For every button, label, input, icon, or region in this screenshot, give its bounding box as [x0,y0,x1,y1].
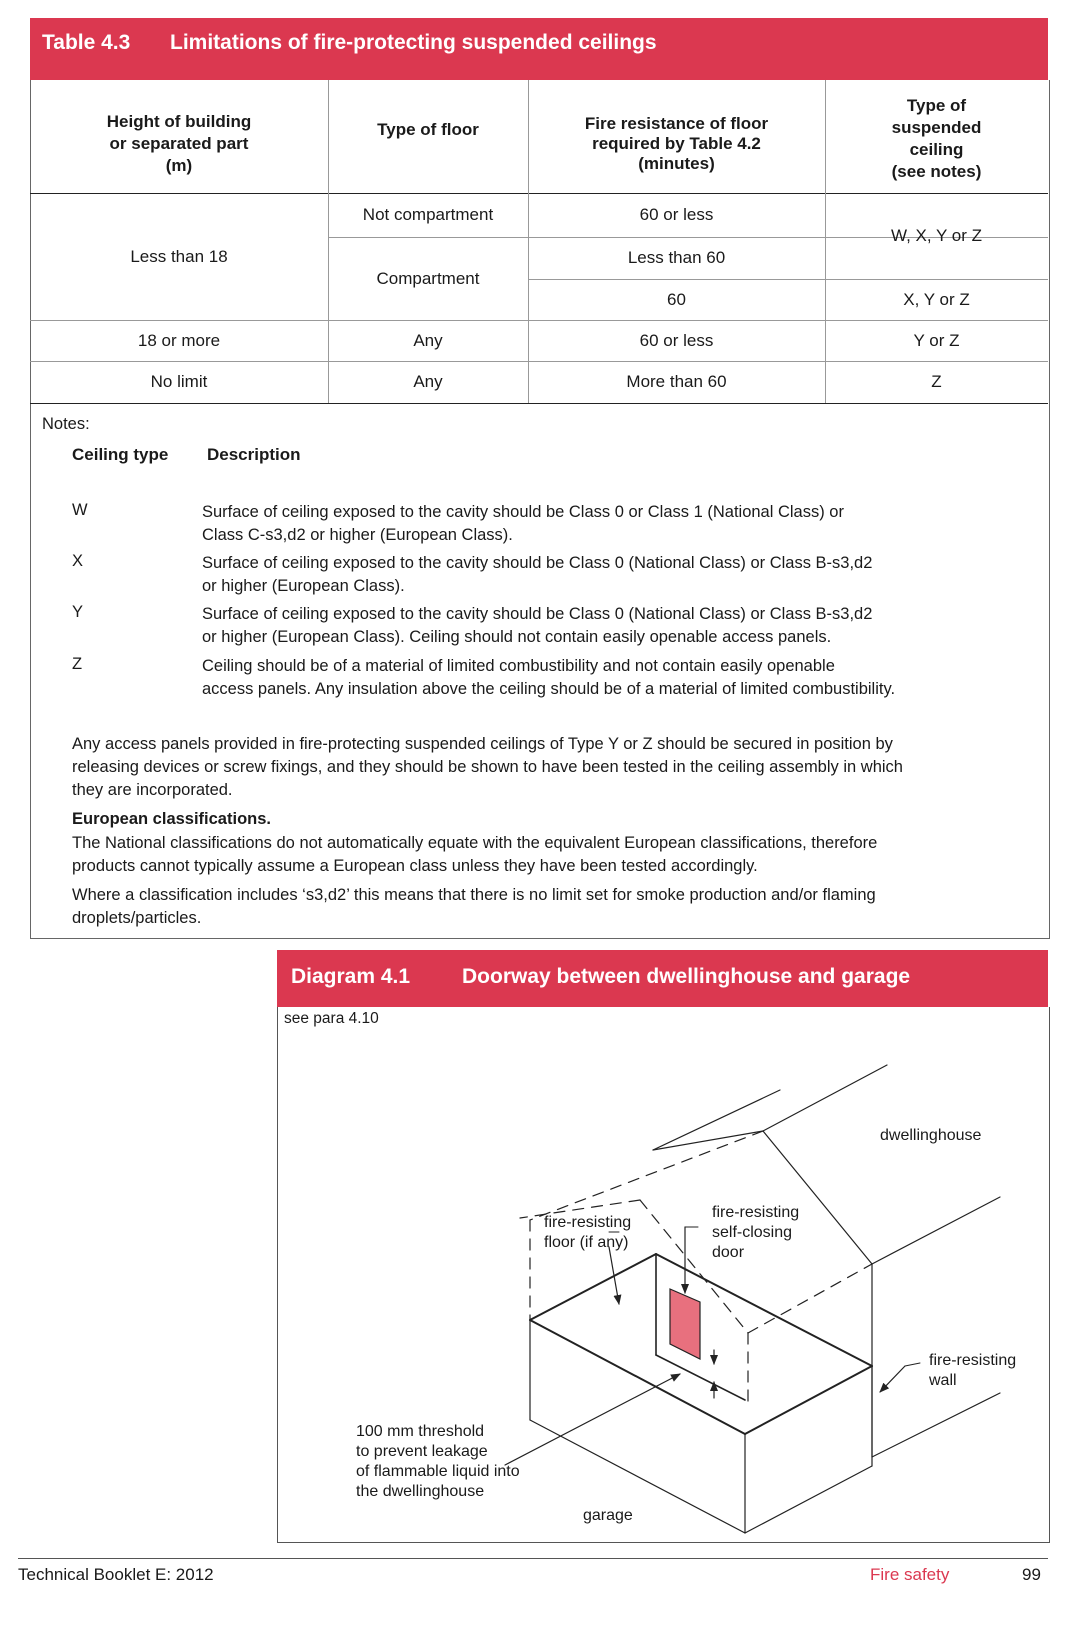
table-title: Limitations of fire-protecting suspended ceilings [170,31,657,54]
cell-ceiling: Z [931,372,942,391]
roof-line [653,1131,763,1150]
diagram-number: Diagram 4.1 [291,965,411,988]
label-door: fire-resisting self-closing door [712,1204,800,1261]
table-number: Table 4.3 [42,31,131,54]
european-heading: European classifications. [72,810,271,828]
dashed-edge [748,1264,872,1333]
label-wall: fire-resisting wall [929,1352,1017,1389]
cell-height-18-or-more: 18 or more [137,330,221,350]
header-ceiling: Type of suspended ceiling (see notes) [891,96,982,181]
cell-compartment: Compartment [376,268,480,288]
diagram-title: Doorway between dwellinghouse and garage [462,965,911,988]
cell-less-than-60: Less than 60 [627,248,726,267]
cell-not-compartment: Not compartment [362,205,494,224]
note-type-y: Y [72,603,84,621]
cell-floor-any: Any [413,372,443,391]
roof-line [653,1090,780,1150]
cell-60: 60 [667,289,686,309]
cell-floor-any: Any [413,330,443,350]
notes-label: Notes: [42,415,90,433]
note-desc-w: Surface of ceiling exposed to the cavity should be Class 0 or Class 1 (National Class) or Class C-s3,d2 or higher (European Class). [202,503,844,544]
label-dwellinghouse: dwellinghouse [880,1127,982,1144]
header-resistance: Fire resistance of floor required by Table 4.2 (minutes) [584,114,769,173]
note-desc-x: Surface of ceiling exposed to the cavity should be Class 0 (National Class) or Class B-s3,d2 or higher (European Class). [202,554,873,595]
floor-pointer [609,1247,619,1304]
header-height: Height of building or separated part (m) [106,112,252,175]
garage-roof-edge [745,1366,872,1434]
garage-roof-edge [530,1320,745,1434]
cell-wxyz: W, X, Y or Z [890,226,982,245]
wall-pointer [880,1366,905,1392]
label-floor: fire-resisting floor (if any) [544,1214,632,1251]
house-wall-base [872,1393,1000,1457]
cell-resistance: 60 or less [639,330,714,350]
notes-col-desc: Description [207,445,301,464]
header-floor: Type of floor [377,120,479,139]
threshold-pointer [505,1374,680,1465]
note-type-z: Z [72,655,83,673]
notes-col-type: Ceiling type [72,445,169,464]
cell-60-or-less: 60 or less [639,205,714,224]
note-desc-y: Surface of ceiling exposed to the cavity should be Class 0 (National Class) or Class B-s3,d2 or higher (European Class). Ceiling should not contain easily openable access panels. [202,605,873,646]
cell-xyz: X, Y or Z [903,289,970,309]
roof-line [872,1197,1000,1264]
cell-height-no-limit: No limit [150,372,208,391]
s3d2-text: Where a classification includes ‘s3,d2’ this means that there is no limit set for smoke production and/or flaming droplets/particles. [72,886,876,927]
cell-ceiling: Y or Z [913,330,960,350]
page-number: 99 [1022,1565,1041,1584]
footer-booklet: Technical Booklet E: 2012 [18,1565,214,1584]
label-garage: garage [583,1507,633,1524]
garage-edge [745,1466,872,1533]
door-shape [670,1289,700,1359]
garage-roof-edge [530,1254,656,1320]
garage-edge [530,1420,745,1533]
footer-rule [18,1558,1048,1559]
cell-height-less18: Less than 18 [130,246,228,266]
note-type-w: W [72,501,88,519]
diagram-reference: see para 4.10 [284,1010,379,1027]
roof-line [763,1065,887,1131]
footer-section: Fire safety [870,1565,950,1584]
note-type-x: X [72,552,84,570]
cell-resistance: More than 60 [626,372,727,391]
note-desc-z: Ceiling should be of a material of limited combustibility and not contain easily openable access panels. Any insulation above the ceiling should be of a material of limited combustibility. [202,657,896,698]
label-threshold: 100 mm threshold to prevent leakage of flammable liquid into the dwellinghouse [356,1423,520,1500]
access-panels-note: Any access panels provided in fire-protecting suspended ceilings of Type Y or Z should be secured in position by releasing devices or screw fixings, and they should be shown to have been tested in the ceiling assembly in which they are incorporated. [72,735,903,799]
european-text: The National classifications do not automatically equate with the equivalent European classifications, therefore products cannot typically assume a European class unless they have been tested accordingly. [72,834,878,875]
